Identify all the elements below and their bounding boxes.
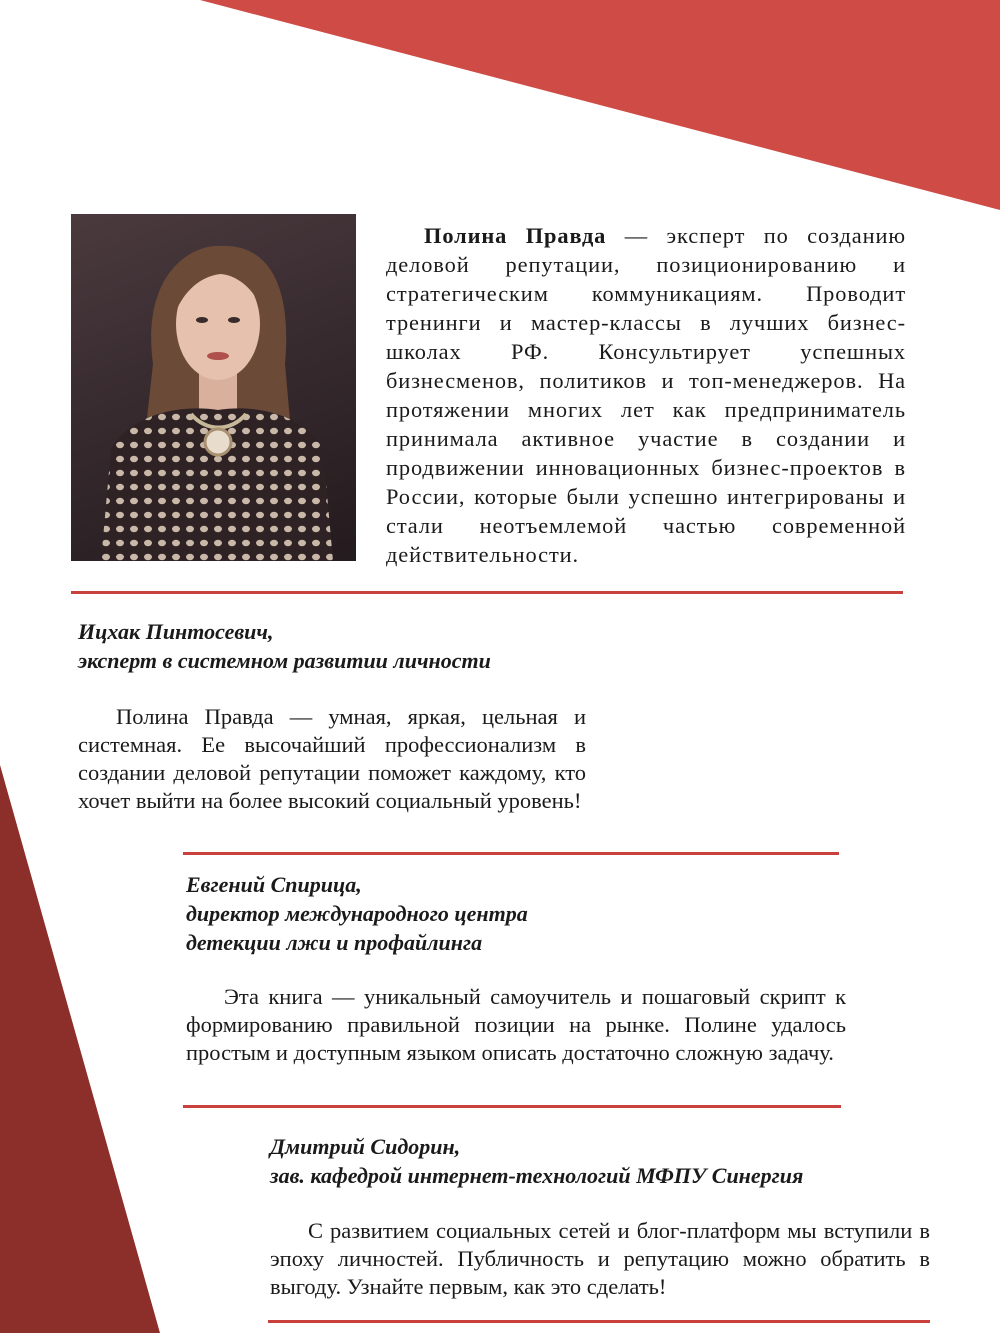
testimonial-author-title: директор международного центра <box>186 901 528 926</box>
top-right-red-triangle <box>200 0 1000 210</box>
testimonial-quote: С развитием социальных сетей и блог-платформ мы вступили в эпоху личностей. Публичность и репутацию можно обратить в выгоду. Узнайте первым, как это сделать! <box>270 1218 930 1299</box>
divider-line <box>268 1320 930 1323</box>
testimonial-author <box>186 870 528 957</box>
testimonial-author-title: детекции лжи и профайлинга <box>186 930 483 955</box>
divider-line <box>183 1105 841 1108</box>
author-photo <box>71 214 356 561</box>
testimonial-author-title: эксперт в системном развитии личности <box>78 648 491 673</box>
testimonial-author-name: Евгений Спирица, <box>186 872 362 897</box>
author-bio <box>386 221 906 569</box>
testimonial-quote: Полина Правда — умная, яркая, цельная и системная. Ее высочайший профессионализм в создании деловой репутации поможет каждому, кто хочет выйти на более высокий социальный уровень! <box>78 704 586 813</box>
divider-line <box>71 591 903 594</box>
testimonial-author <box>78 617 491 675</box>
testimonial-author-title: зав. кафедрой интернет-технологий МФПУ Синергия <box>270 1163 804 1188</box>
author-name: Полина Правда <box>424 223 607 248</box>
testimonial-author-name: Дмитрий Сидорин, <box>270 1134 461 1159</box>
divider-line <box>183 852 839 855</box>
testimonial-author-name: Ицхак Пинтосевич, <box>78 619 274 644</box>
testimonial-author <box>270 1132 803 1190</box>
bottom-left-dark-red-triangle <box>0 765 160 1333</box>
testimonial-quote: Эта книга — уникальный самоучитель и пошаговый скрипт к формированию правильной позиции на рынке. Полине удалось простым и доступным языком описать достаточно сложную задачу. <box>186 984 846 1065</box>
portrait-photo-icon <box>71 214 356 561</box>
author-bio-text: — эксперт по созданию деловой репутации, позиционированию и стратегическим коммуникациям. Проводит тренинги и мастер-классы в лучших бизнес-школах РФ. Консультирует успешных бизнесменов, политиков и топ-менеджеров. На протяжении многих лет как предприниматель принимала активное участие в создании и продвижении инновационных бизнес-проектов в России, которые были успешно интегрированы и стали неотъемлемой частью современной действительности. <box>386 223 906 567</box>
